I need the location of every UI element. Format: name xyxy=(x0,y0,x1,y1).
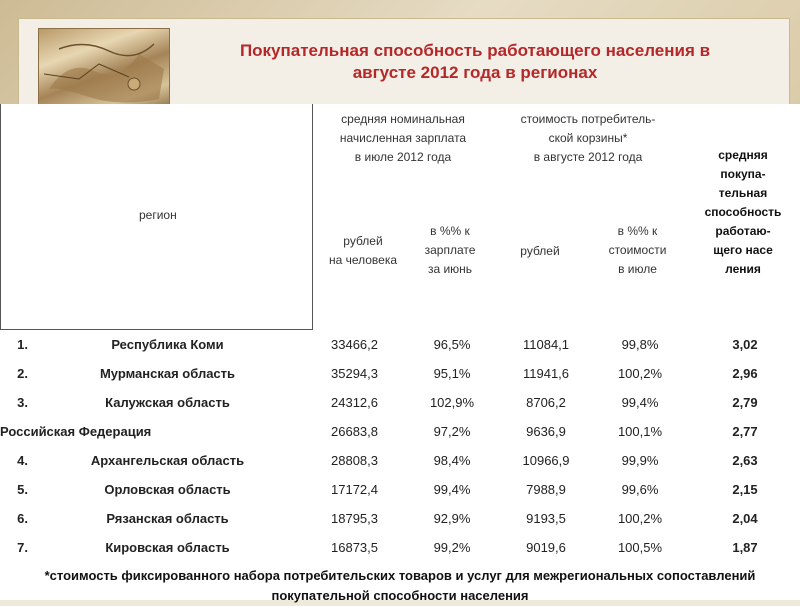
salary-percent: 96,5% xyxy=(433,337,471,352)
header-salary-rub-line-2: на человека xyxy=(328,253,398,267)
salary-value: 35294,3 xyxy=(331,366,378,381)
header-power-line-7: ления xyxy=(725,262,761,276)
table-row xyxy=(0,475,800,504)
region-name: Кировская область xyxy=(105,540,230,555)
table-row xyxy=(0,359,800,388)
title-line-1: Покупательная способность работающего населения в xyxy=(239,41,711,60)
row-number: 2. xyxy=(17,366,28,381)
header-basket-line-1: стоимость потребитель- xyxy=(520,112,656,126)
salary-value: 24312,6 xyxy=(331,395,378,410)
header-salary-group xyxy=(318,110,488,167)
page-title xyxy=(185,40,765,84)
row-number: 7. xyxy=(17,540,28,555)
table-row xyxy=(0,533,800,562)
row-number: 1. xyxy=(17,337,28,352)
header-power-line-5: работаю- xyxy=(715,224,771,238)
salary-percent: 102,9% xyxy=(429,395,475,410)
purchasing-power-value: 2,04 xyxy=(732,511,758,526)
region-name: Российская Федерация xyxy=(0,424,152,439)
header-salary-pct-line-3: за июнь xyxy=(427,262,473,276)
header-salary-rub-line-1: рублей xyxy=(343,234,383,248)
header-basket-pct-line-3: в июле xyxy=(618,262,657,276)
table-row xyxy=(0,330,800,359)
salary-value: 17172,4 xyxy=(331,482,378,497)
footnote-line-2: покупательной способности населения xyxy=(271,588,529,603)
salary-percent: 97,2% xyxy=(433,424,471,439)
table-row xyxy=(0,388,800,417)
purchasing-power-value: 2,77 xyxy=(732,424,758,439)
basket-value: 9636,9 xyxy=(526,424,566,439)
basket-value: 8706,2 xyxy=(526,395,566,410)
header-power-line-3: тельная xyxy=(718,186,768,200)
header-basket-line-3: в августе 2012 года xyxy=(533,150,643,164)
salary-percent: 99,2% xyxy=(433,540,471,555)
header-salary-line-2: начисленная зарплата xyxy=(339,131,467,145)
header-salary-line-3: в июле 2012 года xyxy=(354,150,452,164)
header-power-line-6: щего насе xyxy=(713,243,773,257)
table-row xyxy=(0,446,800,475)
header-basket-group xyxy=(497,110,679,167)
header-salary-line-1: средняя номинальная xyxy=(341,112,465,126)
basket-percent: 100,2% xyxy=(617,366,663,381)
basket-percent: 99,9% xyxy=(621,453,659,468)
basket-value: 11941,6 xyxy=(522,366,570,381)
salary-value: 16873,5 xyxy=(331,540,378,555)
header-basket-rub-line: рублей xyxy=(520,244,560,258)
header-salary-pct xyxy=(410,222,490,279)
salary-percent: 92,9% xyxy=(433,511,471,526)
header-basket-line-2: ской корзины* xyxy=(548,131,628,145)
row-number: 5. xyxy=(17,482,28,497)
purchasing-power-value: 1,87 xyxy=(732,540,758,555)
basket-value: 11084,1 xyxy=(522,337,570,352)
basket-value: 7988,9 xyxy=(526,482,566,497)
old-map-image xyxy=(38,28,170,110)
region-name: Архангельская область xyxy=(90,453,245,468)
purchasing-power-value: 3,02 xyxy=(732,337,758,352)
basket-percent: 99,6% xyxy=(621,482,659,497)
header-region-cell xyxy=(0,104,313,330)
basket-percent: 100,1% xyxy=(617,424,663,439)
salary-percent: 95,1% xyxy=(433,366,471,381)
salary-percent: 99,4% xyxy=(433,482,471,497)
header-basket-pct xyxy=(590,222,685,279)
basket-value: 10966,9 xyxy=(522,453,570,468)
basket-percent: 100,5% xyxy=(617,540,663,555)
salary-value: 33466,2 xyxy=(331,337,378,352)
row-number: 3. xyxy=(17,395,28,410)
header-purchasing-power xyxy=(690,146,796,279)
basket-percent: 99,4% xyxy=(621,395,659,410)
header-region-label: регион xyxy=(139,208,177,222)
footnote-line-1: *стоимость фиксированного набора потребительских товаров и услуг для межрегиональных сопоставлений xyxy=(44,568,756,583)
title-line-2: августе 2012 года в регионах xyxy=(352,63,598,82)
table-row xyxy=(0,504,800,533)
row-number: 6. xyxy=(17,511,28,526)
header-power-line-1: средняя xyxy=(718,148,768,162)
header-basket-rub xyxy=(500,242,580,261)
basket-percent: 99,8% xyxy=(621,337,659,352)
salary-percent: 98,4% xyxy=(433,453,471,468)
header-salary-rub xyxy=(318,232,408,270)
purchasing-power-value: 2,79 xyxy=(732,395,758,410)
row-number: 4. xyxy=(17,453,28,468)
header-power-line-4: способность xyxy=(704,205,782,219)
region-name: Калужская область xyxy=(105,395,230,410)
footnote xyxy=(0,566,800,606)
region-name: Республика Коми xyxy=(111,337,224,352)
header-power-line-2: покупа- xyxy=(720,167,766,181)
table-row-federation xyxy=(0,417,800,446)
header-basket-pct-line-1: в %% к xyxy=(617,224,658,238)
salary-value: 26683,8 xyxy=(331,424,378,439)
basket-value: 9193,5 xyxy=(526,511,566,526)
purchasing-power-value: 2,15 xyxy=(732,482,758,497)
region-name: Орловская область xyxy=(104,482,231,497)
purchasing-power-value: 2,63 xyxy=(732,453,758,468)
header-basket-pct-line-2: стоимости xyxy=(608,243,667,257)
purchasing-power-value: 2,96 xyxy=(732,366,758,381)
region-name: Мурманская область xyxy=(99,366,236,381)
region-name: Рязанская область xyxy=(106,511,229,526)
header-salary-pct-line-1: в %% к xyxy=(430,224,470,238)
salary-value: 28808,3 xyxy=(331,453,378,468)
basket-value: 9019,6 xyxy=(526,540,566,555)
basket-percent: 100,2% xyxy=(617,511,663,526)
regions-table xyxy=(0,330,800,562)
header-salary-pct-line-2: зарплате xyxy=(424,243,476,257)
salary-value: 18795,3 xyxy=(331,511,378,526)
